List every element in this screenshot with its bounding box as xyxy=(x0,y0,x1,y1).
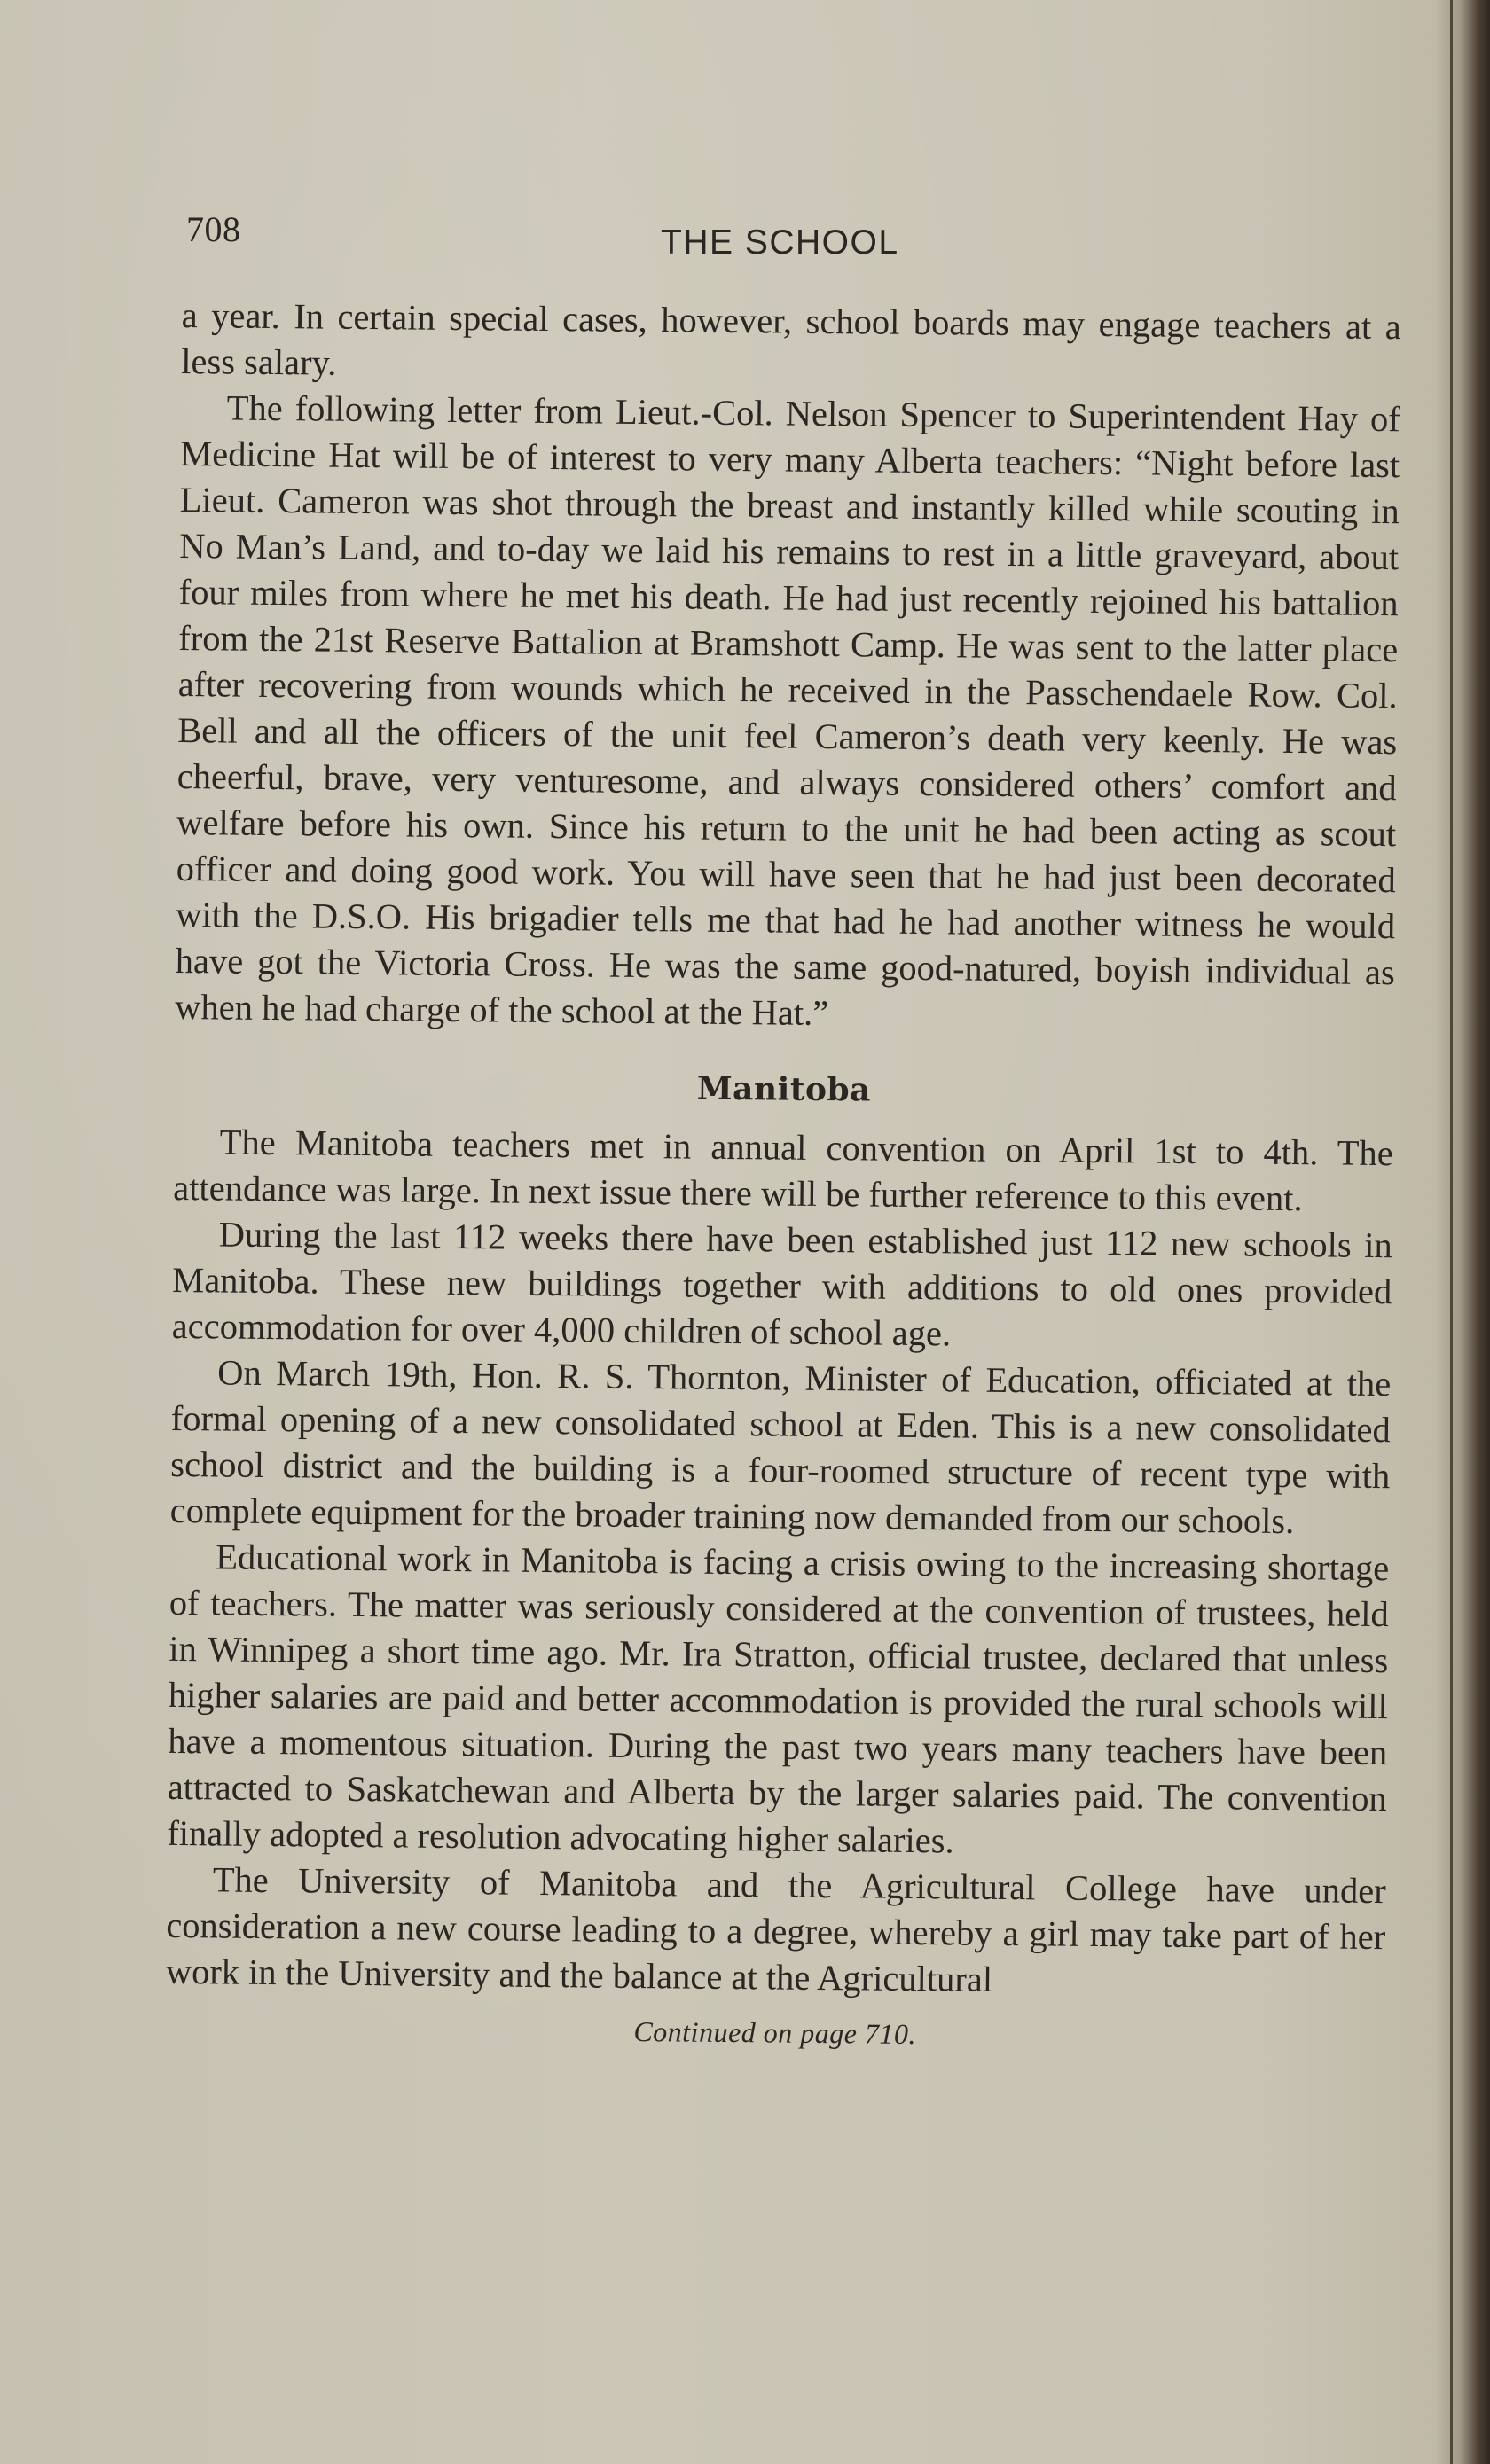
section-heading: Manitoba xyxy=(696,1069,872,1109)
paragraph: Educational work in Manitoba is facing a crisis owing to the increasing shortage of teachers. The matter was seriously considered at the convention of trustees, held in Winnipeg a short time ago. Mr. Ira Stratton, official trustee, declared that unless higher salaries are paid and better accommodation is provided the rural schools will have a momentous situation. During the past two years many teachers have been attracted to Saskatchewan and Alberta by the larger salaries paid. The convention finally adopted a resolution advocating higher salaries. xyxy=(167,1537,1390,1861)
continued-note: Continued on page 710. xyxy=(633,2014,917,2051)
paragraph: The University of Manitoba and the Agricultural College have under consideration a new course leading to a degree, whereby a girl may take part of her work in the University and the balance at the Agricultural xyxy=(165,1859,1386,1999)
page-header xyxy=(186,208,1410,270)
paragraph: The Manitoba teachers met in annual convention on April 1st to 4th. The attendance was large. In next issue there will be further reference to this event. xyxy=(173,1122,1393,1219)
paragraph: During the last 112 weeks there have been established just 112 new schools in Manitoba. These new buildings together with additions to old ones provided accommodation for over 4,000 children of school age. xyxy=(171,1214,1392,1354)
running-title: THE SCHOOL xyxy=(661,223,899,262)
binding-crease xyxy=(1450,0,1453,2464)
paragraph: The following letter from Lieut.-Col. Nelson Spencer to Superintendent Hay of Medicine Hat will be of interest to very many Alberta teachers: “Night before last Lieut. Cameron was shot through the breast and instantly killed while scouting in No Man’s Land, and to-day we laid his remains to rest in a little graveyard, about four miles from where he met his death. He had just recently rejoined his battalion from the 21st Reserve Battalion at Bramshott Camp. He was sent to the latter place after recovering from wounds which he received in the Passchendaele Row. Col. Bell and all the officers of the unit feel Cameron’s death very keenly. He was cheerful, brave, very venturesome, and always considered others’ comfort and welfare before his own. Since his return to the unit he had been acting as scout officer and doing good work. You will have seen that he had just been decorated with the D.S.O. His brigadier tells me that had he had another witness he would have got the Victoria Cross. He was the same good-natured, boyish individual as when he had charge of the school at the Hat.” xyxy=(175,387,1400,1034)
article-body xyxy=(165,293,1401,2061)
book-binding-edge xyxy=(1435,0,1490,2464)
page-number: 708 xyxy=(186,209,241,249)
paragraph: a year. In certain special cases, however, school boards may engage teachers at a less salary. xyxy=(181,294,1401,383)
paragraph: On March 19th, Hon. R. S. Thornton, Minister of Education, officiated at the formal opening of a new consolidated school at Eden. This is a new consolidated school district and the building is a four-roomed structure of recent type with complete equipment for the broader training now demanded from our schools. xyxy=(169,1352,1392,1542)
